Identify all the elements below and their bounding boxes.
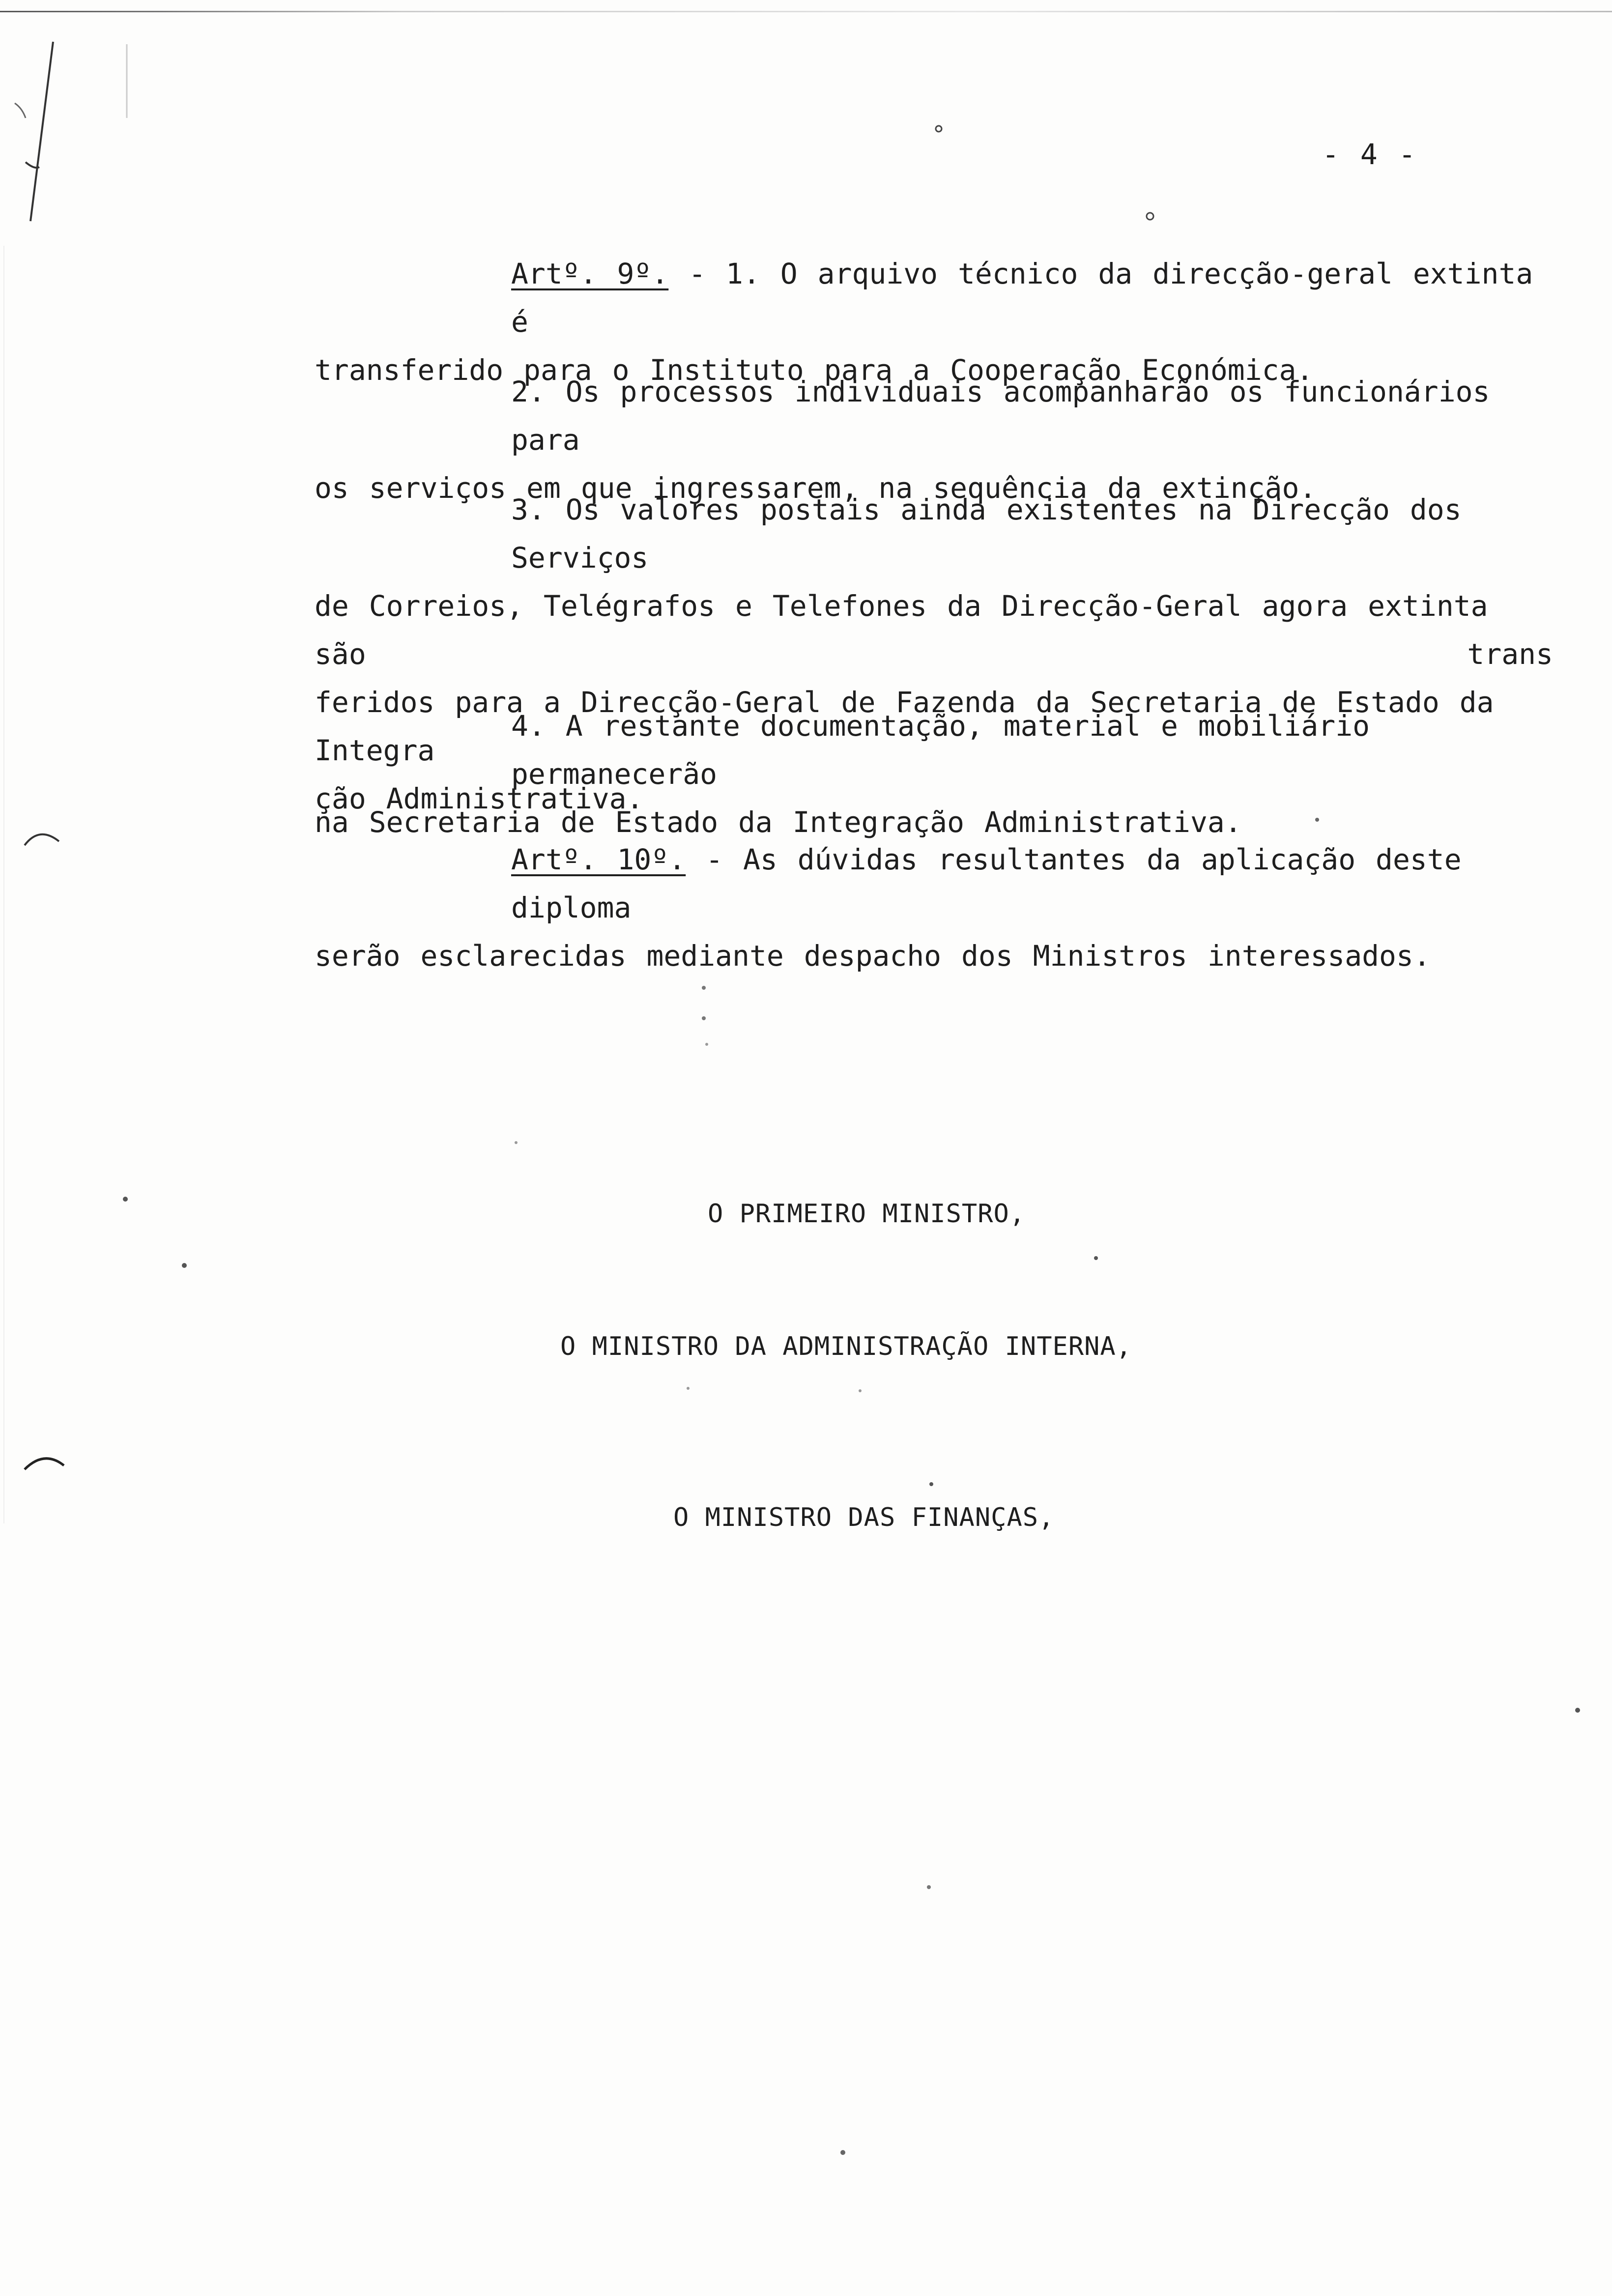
article-9-paragraph-4 — [315, 702, 1553, 846]
top-edge-rule — [0, 11, 1612, 12]
article-10-reference: Artº. 10º. — [511, 843, 686, 876]
paragraph-line: Artº. 9º. - 1. O arquivo técnico da direcção-geral extinta é — [511, 257, 1533, 339]
paragraph-line: Artº. 10º. - As dúvidas resultantes da aplicação deste diploma — [511, 843, 1462, 924]
signatory-finance-minister: O MINISTRO DAS FINANÇAS, — [673, 1503, 1055, 1532]
article-9-reference: Artº. 9º. — [511, 257, 669, 290]
paragraph-line: ção Administrativa. — [315, 782, 644, 815]
paragraph-line: 2. Os processos individuais acompanharão os funcionários para — [511, 375, 1490, 457]
margin-pen-marks — [0, 0, 157, 1573]
article-10-paragraph — [315, 835, 1553, 980]
paragraph-line: de Correios, Telégrafos e Telefones da Direcção-Geral agora extinta são trans — [315, 589, 1553, 671]
paragraph-line: 3. Os valores postais ainda existentes na Direcção dos Serviços — [511, 493, 1462, 574]
paragraph-line: serão esclarecidas mediante despacho dos Ministros interessados. — [315, 939, 1431, 973]
page-number: - 4 - — [1322, 138, 1418, 171]
paragraph-line: transferido para o Instituto para a Cooperação Económica. — [315, 353, 1314, 387]
paragraph-line: feridos para a Direcção-Geral de Fazenda da Secretaria de Estado da Integra — [315, 686, 1494, 767]
signatory-internal-administration-minister: O MINISTRO DA ADMINISTRAÇÃO INTERNA, — [560, 1332, 1132, 1361]
signatory-prime-minister: O PRIMEIRO MINISTRO, — [708, 1199, 1026, 1229]
paragraph-line: 4. A restante documentação, material e mobiliário permanecerão — [511, 709, 1370, 791]
paragraph-line: os serviços em que ingressarem, na sequência da extinção. — [315, 471, 1317, 505]
paragraph-line: na Secretaria de Estado da Integração Administrativa. — [315, 805, 1242, 839]
